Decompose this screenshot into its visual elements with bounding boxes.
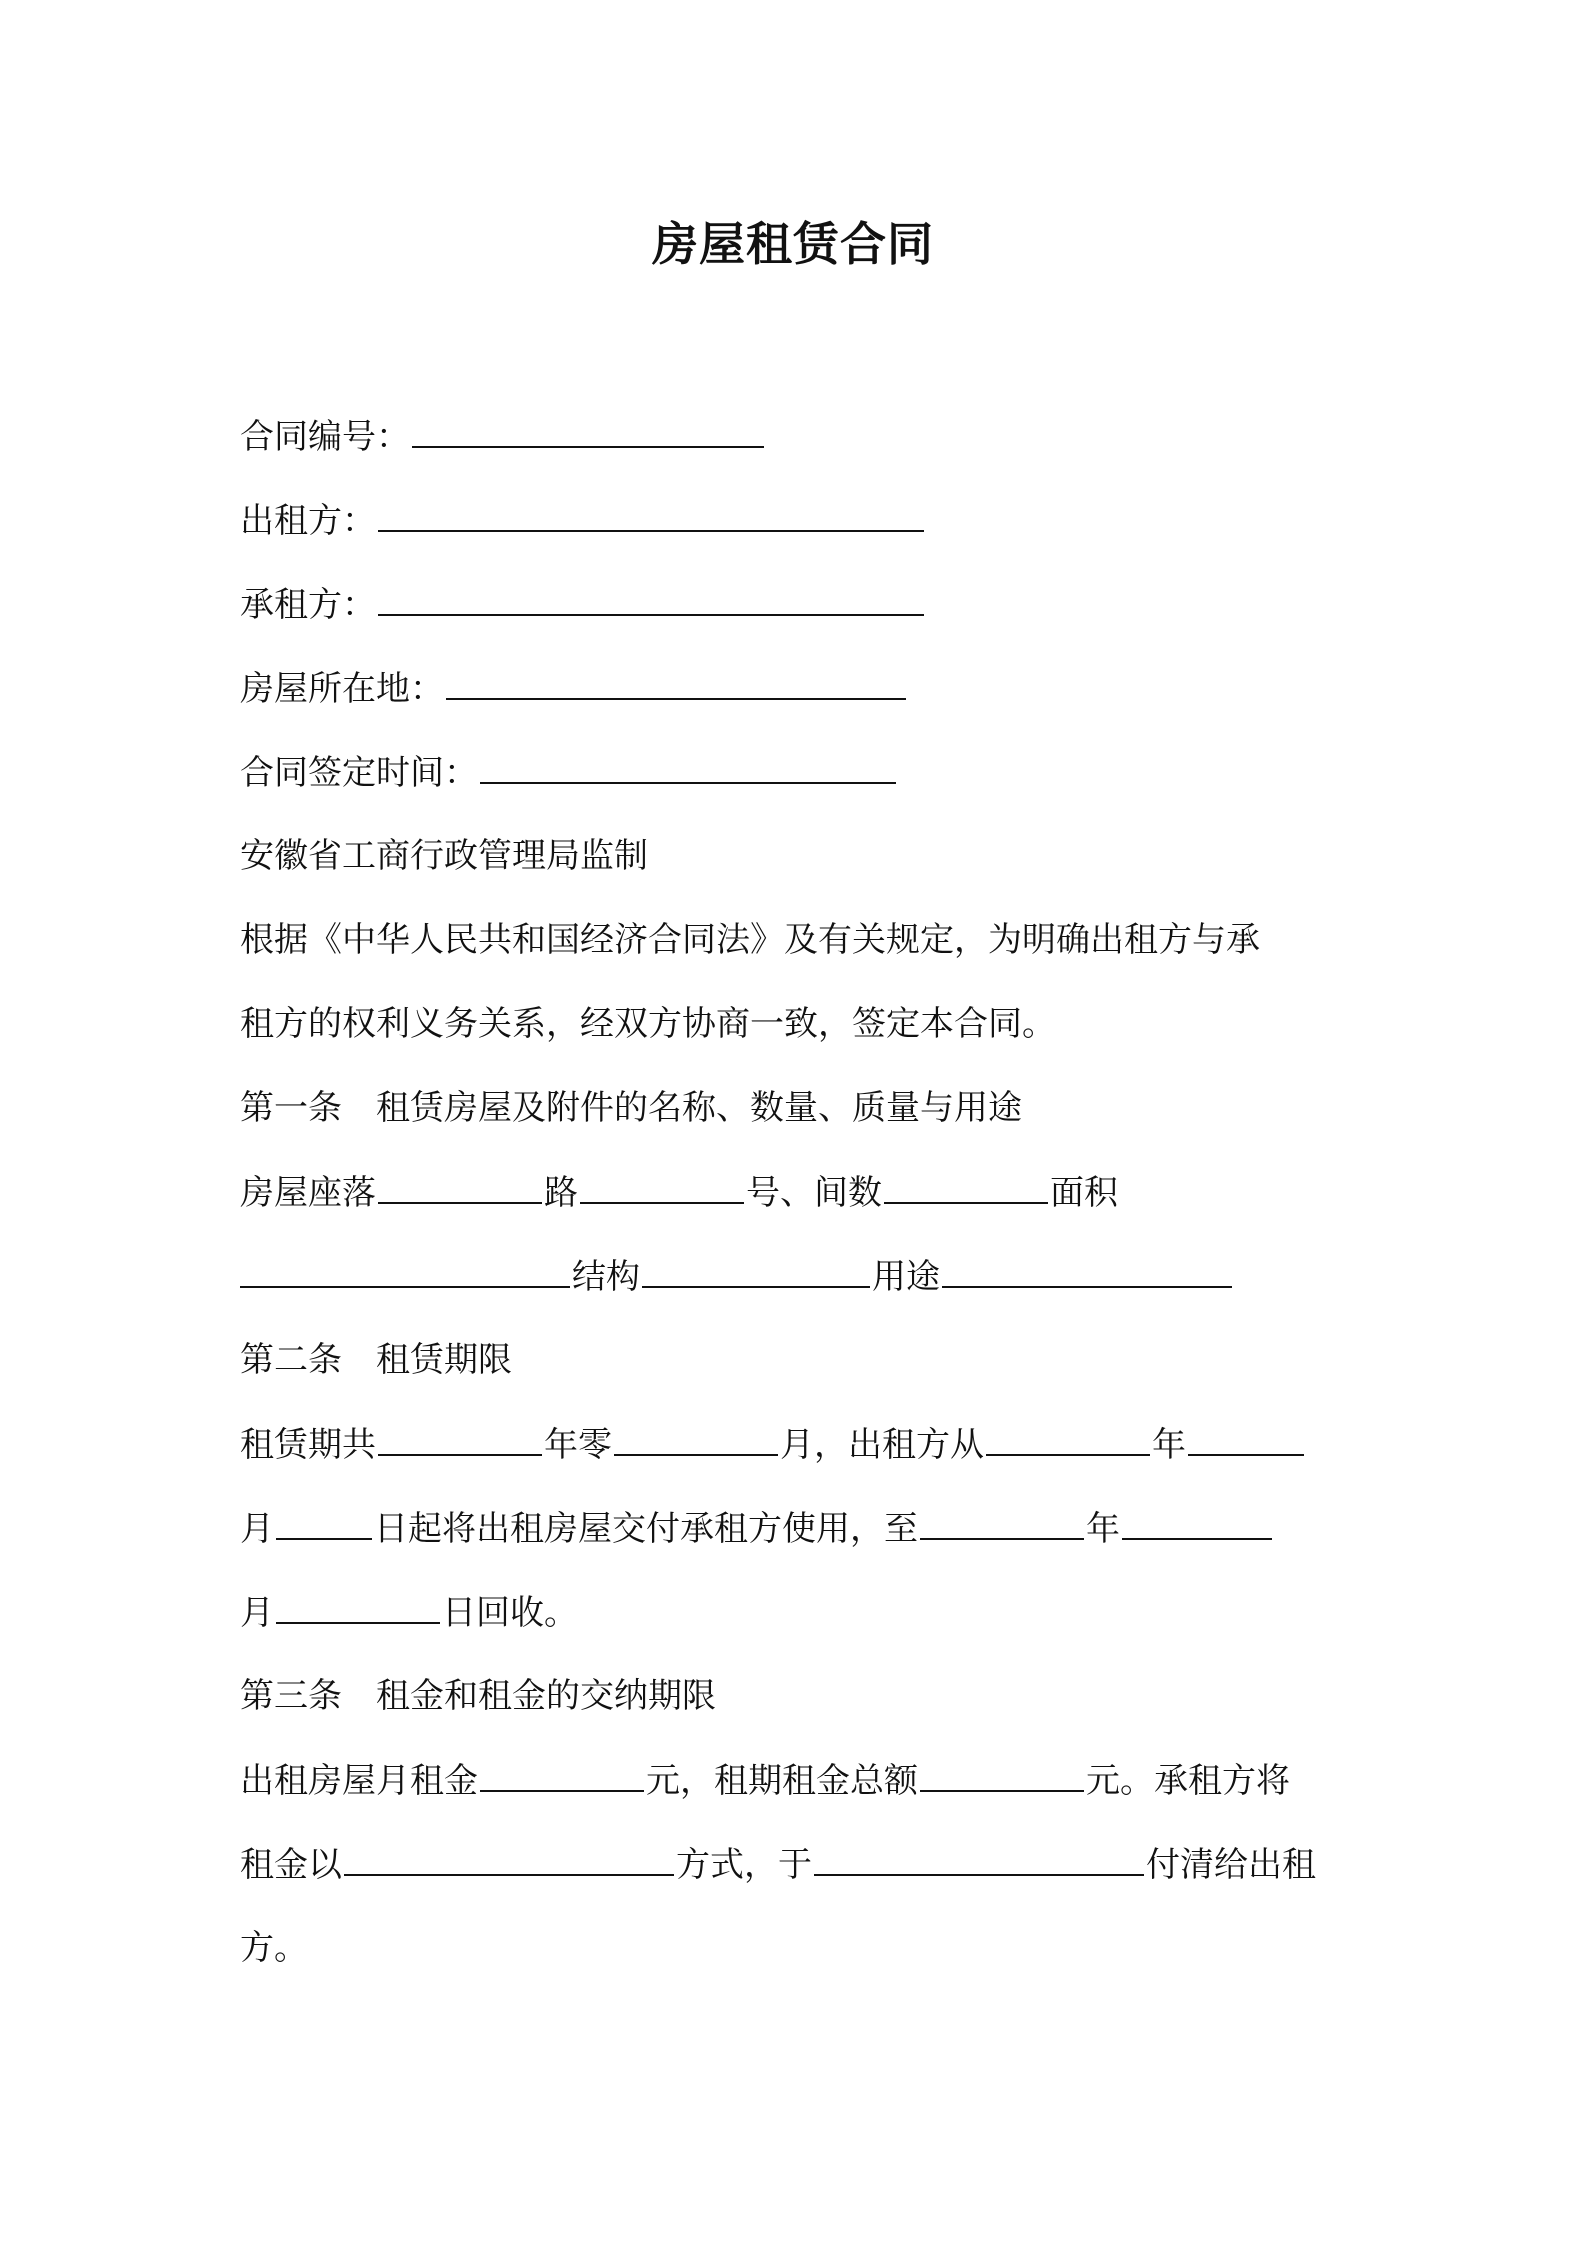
- method-at-label: 方式，于: [676, 1845, 812, 1885]
- article-2-row-3: [240, 1588, 578, 1636]
- structure-label: 结构: [572, 1257, 640, 1297]
- term-years-blank[interactable]: [378, 1420, 542, 1456]
- article-3-row-2: [240, 1840, 1316, 1888]
- sign-date-row: [240, 748, 898, 796]
- house-seat-blank[interactable]: [378, 1168, 542, 1204]
- year-label: 年: [1152, 1425, 1186, 1465]
- start-year-blank[interactable]: [986, 1420, 1150, 1456]
- rent-by-label: 租金以: [240, 1845, 342, 1885]
- end-year-blank[interactable]: [920, 1504, 1084, 1540]
- sign-date-label: 合同签定时间：: [240, 753, 478, 793]
- start-day-blank[interactable]: [276, 1504, 372, 1540]
- end-month-blank[interactable]: [1122, 1504, 1272, 1540]
- lessee-row: [240, 580, 926, 628]
- lessor-label: 出租方：: [240, 501, 376, 541]
- house-seat-label: 房屋座落: [240, 1173, 376, 1213]
- day-deliver-label: 日起将出租房屋交付承租方使用，至: [374, 1509, 918, 1549]
- total-rent-blank[interactable]: [920, 1756, 1084, 1792]
- lessee-label: 承租方：: [240, 585, 376, 625]
- term-total-label: 租赁期共: [240, 1425, 376, 1465]
- end-day-blank[interactable]: [276, 1588, 440, 1624]
- year2-label: 年: [1086, 1509, 1120, 1549]
- article-2-heading: 第二条 租赁期限: [240, 1340, 512, 1380]
- lessor-blank[interactable]: [378, 496, 924, 532]
- road-label: 路: [544, 1173, 578, 1213]
- pay-to-label: 付清给出租: [1146, 1845, 1316, 1885]
- article-2-row-2: [240, 1504, 1274, 1552]
- yuan-lessee-label: 元。承租方将: [1086, 1761, 1290, 1801]
- month-lessor-from-label: 月，出租方从: [780, 1425, 984, 1465]
- contract-number-blank[interactable]: [412, 412, 764, 448]
- sign-date-blank[interactable]: [480, 748, 896, 784]
- month2-label: 月: [240, 1593, 274, 1633]
- supervision-line: 安徽省工商行政管理局监制: [240, 836, 648, 876]
- article-1-row-1: [240, 1168, 1118, 1216]
- road-blank[interactable]: [580, 1168, 744, 1204]
- article-2-row-1: [240, 1420, 1306, 1468]
- year-and-label: 年零: [544, 1425, 612, 1465]
- rooms-blank[interactable]: [884, 1168, 1048, 1204]
- month-label: 月: [240, 1509, 274, 1549]
- use-label: 用途: [872, 1257, 940, 1297]
- house-location-row: [240, 664, 908, 712]
- area-blank[interactable]: [240, 1252, 570, 1288]
- use-blank[interactable]: [942, 1252, 1232, 1288]
- payment-time-blank[interactable]: [814, 1840, 1144, 1876]
- preamble-line-2: 租方的权利义务关系，经双方协商一致，签定本合同。: [240, 1004, 1056, 1044]
- monthly-rent-blank[interactable]: [480, 1756, 644, 1792]
- term-months-blank[interactable]: [614, 1420, 778, 1456]
- document-title: 房屋租赁合同: [652, 217, 934, 271]
- house-location-label: 房屋所在地：: [240, 669, 444, 709]
- total-rent-label: 元，租期租金总额: [646, 1761, 918, 1801]
- article-3-heading: 第三条 租金和租金的交纳期限: [240, 1676, 716, 1716]
- article-3-row-1: [240, 1756, 1290, 1804]
- house-location-blank[interactable]: [446, 664, 906, 700]
- preamble-line-1: 根据《中华人民共和国经济合同法》及有关规定，为明确出租方与承: [240, 920, 1260, 960]
- day-recover-label: 日回收。: [442, 1593, 578, 1633]
- structure-blank[interactable]: [642, 1252, 870, 1288]
- monthly-rent-label: 出租房屋月租金: [240, 1761, 478, 1801]
- article-3-row-3: 方。: [240, 1928, 308, 1968]
- payment-method-blank[interactable]: [344, 1840, 674, 1876]
- start-month-blank[interactable]: [1188, 1420, 1304, 1456]
- rooms-label: 号、间数: [746, 1173, 882, 1213]
- lessee-blank[interactable]: [378, 580, 924, 616]
- article-1-row-2: [240, 1252, 1234, 1300]
- area-label: 面积: [1050, 1173, 1118, 1213]
- contract-number-label: 合同编号：: [240, 417, 410, 457]
- contract-number-row: [240, 412, 766, 460]
- article-1-heading: 第一条 租赁房屋及附件的名称、数量、质量与用途: [240, 1088, 1022, 1128]
- lessor-row: [240, 496, 926, 544]
